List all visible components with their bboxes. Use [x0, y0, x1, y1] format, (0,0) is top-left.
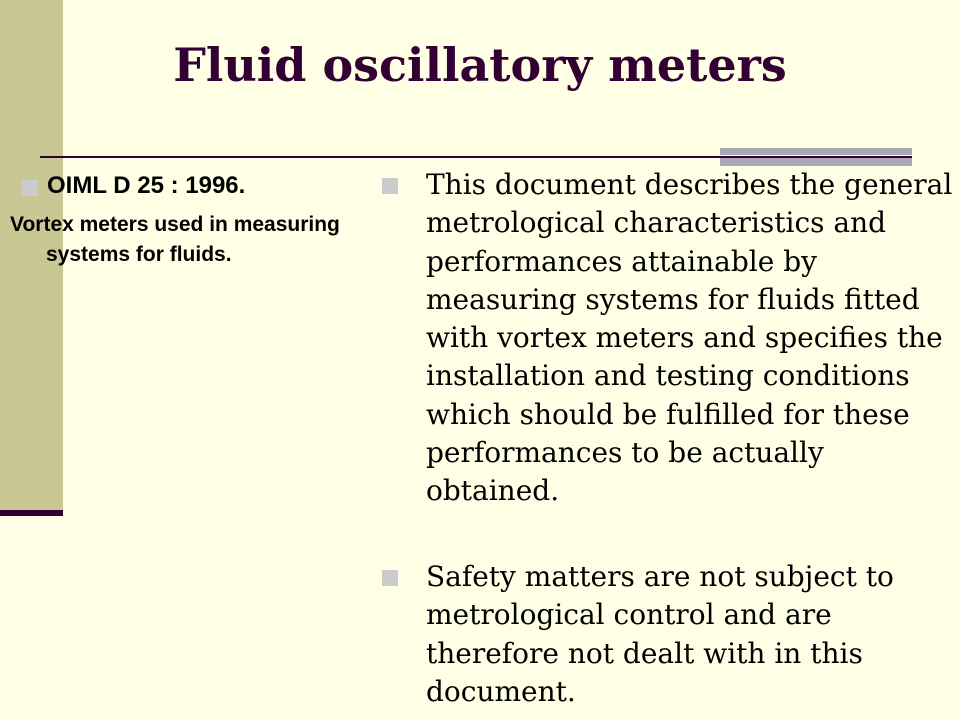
- bullet-marker-right-2: [382, 570, 398, 586]
- bullet-marker-left-1: [22, 180, 38, 196]
- body-paragraph-1: This document describes the general metrological characteristics and performances attainable by measuring systems for fluids fitted with vortex meters and specifies the installation and testing conditions which should be fulfilled for these performances to be actually obtained.: [426, 168, 953, 508]
- left-bar-accent: [0, 510, 63, 516]
- title-divider-accent: [720, 148, 912, 166]
- body-paragraph-2: Safety matters are not subject to metrological control and are therefore not dealt with in this document.: [426, 560, 894, 708]
- bullet-marker-right-1: [382, 178, 398, 194]
- standard-description: Vortex meters used in measuring systems for fluids.: [10, 213, 340, 266]
- standard-reference-heading: OIML D 25 : 1996.: [47, 172, 246, 199]
- slide-title: Fluid oscillatory meters: [173, 38, 787, 92]
